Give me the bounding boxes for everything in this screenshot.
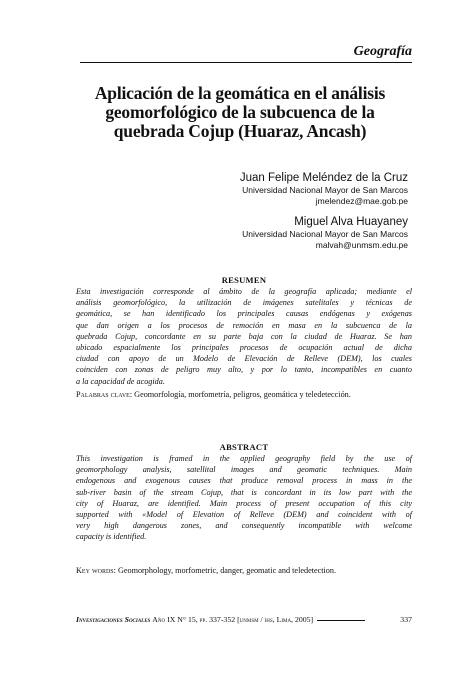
abstract-line: very high dangerous zones, and consequently incompatible with welcome	[76, 521, 412, 531]
abstract-line: endogenous and exogenous causes that produce removal process in mass in the	[76, 476, 412, 486]
resumen-line: que dan origen a los procesos de remoción en masa en la subcuenca de la	[76, 320, 412, 330]
resumen-line: geomática, se han identificado los principales causas endógenas y exógenas	[76, 309, 412, 319]
author-affiliation: Universidad Nacional Mayor de San Marcos	[242, 229, 408, 239]
keywords-label: Key words:	[76, 566, 116, 575]
keywords-text: Geomorfología, morfometría, peligros, geomática y teledetección.	[134, 390, 351, 399]
author-name: Miguel Alva Huayaney	[294, 216, 408, 228]
abstract-line: city of Huaraz, are identified. Main process of present occupation of this city	[76, 498, 412, 508]
abstract-line: This investigation is framed in the applied geography field by the use of	[76, 454, 412, 463]
resumen-line: quebrada Cojup, concordante en su parte baja con la ciudad de Huaraz. Se han	[76, 331, 412, 341]
resumen-line: Esta investigación corresponde al ámbito de la geografía aplicada; mediante el	[76, 287, 412, 296]
resumen-heading: RESUMEN	[221, 275, 267, 285]
author-email: jmelendez@mae.gob.pe	[315, 196, 408, 206]
journal-name: Investigaciones Sociales	[76, 615, 151, 624]
keywords-text: Geomorphology, morfometric, danger, geomatic and teledetection.	[117, 566, 337, 575]
author-block	[242, 215, 408, 251]
abstract-heading: ABSTRACT	[219, 442, 269, 452]
page-number: 337	[400, 615, 412, 624]
author-affiliation: Universidad Nacional Mayor de San Marcos	[242, 185, 408, 195]
abstract-keywords	[76, 565, 412, 576]
abstract-line: supported with «Model of Elevation of Relleve (DEM) and coincident with of	[76, 510, 412, 520]
section-rule	[80, 62, 412, 63]
abstract-text	[76, 453, 412, 543]
article-title	[70, 84, 410, 141]
resumen-line: a la capacidad de acogida.	[76, 376, 165, 386]
author-name: Juan Felipe Meléndez de la Cruz	[239, 172, 408, 184]
resumen-keywords	[76, 389, 412, 400]
resumen-line: ciudad con apoyo de un Modelo de Elevación de Relleve (DEM), los cuales	[76, 354, 412, 364]
author-block	[240, 171, 408, 207]
citation: Año IX N° 15, pp. 337-352 [unmsm / ihs, Lima, 2005]	[152, 615, 314, 624]
abstract-line: geomorphology analysis, satellital images and geomatic techniques. Main	[76, 465, 412, 475]
section-tag: Geografía	[353, 44, 412, 59]
author-email: malvah@unmsm.edu.pe	[315, 240, 408, 250]
abstract-line: sub-river basin of the stream Cojup, that is concordant in its low part with the	[76, 487, 412, 497]
footer-rule	[317, 620, 365, 621]
abstract-line: capacity is identified.	[76, 532, 147, 542]
resumen-line: coinciden con zonas de peligro muy alto, y por lo tanto, incompatibles en cuanto	[76, 365, 412, 375]
title-line: Aplicación de la geomática en el análisis	[94, 83, 386, 103]
resumen-line: análisis geomorfológico, la utilización de imágenes satelitales y técnicas de	[76, 298, 412, 308]
resumen-line: ubicado espacialmente los principales procesos de ocupación actual de dicha	[76, 343, 412, 353]
keywords-label: Palabras clave:	[76, 390, 133, 399]
page-footer	[76, 615, 412, 625]
resumen-text	[76, 286, 412, 387]
title-line: geomorfológico de la subcuenca de la	[105, 102, 375, 122]
title-line: quebrada Cojup (Huaraz, Ancash)	[113, 121, 367, 141]
